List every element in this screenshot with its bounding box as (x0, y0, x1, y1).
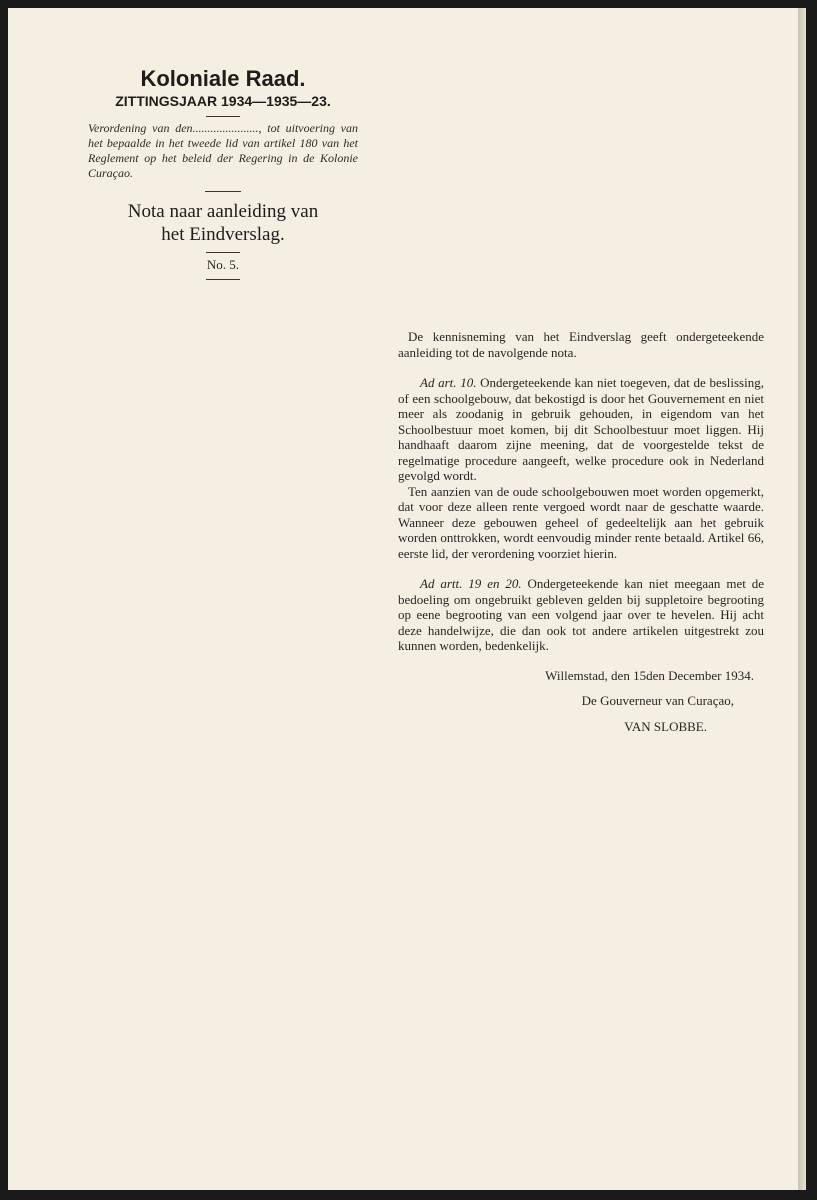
divider (206, 279, 240, 280)
body-text (398, 329, 764, 734)
divider (206, 252, 240, 253)
date-line: Willemstad, den 15den December 1934. (545, 667, 754, 683)
note-title-line-2: het Eindverslag. (161, 224, 285, 245)
article-10-text: Ondergeteekende kan niet toegeven, dat de beslissing, of een schoolgebouw, dat bekostigd is door het Gouvernement en niet meer als zoodanig in gebruik gehouden, in eigendom van het Schoolbestuur moet komen, bij dit Schoolbestuur moet liggen. Hij handhaaft daarom zijne meening, dat de voorgestelde tekst de regelmatige procedure aangeeft, welke procedure ook in Nederland gevolgd wordt. (398, 375, 764, 483)
article-10-paragraph (398, 375, 764, 484)
governor-title: De Gouverneur van Curaçao, (581, 693, 734, 708)
page-edge (798, 8, 806, 1190)
note-title-line-1: Nota naar aanleiding van (127, 201, 319, 222)
divider (205, 191, 241, 192)
header-column (88, 66, 358, 284)
ordinance-description: Verordening van den......................, tot uitvoering van het bepaalde in het tweede lid van artikel 180 van het Reglement op het beleid der Regering in de Kolonie Curaçao. (88, 121, 358, 180)
article-19-20-paragraph (398, 576, 764, 654)
session-year: ZITTINGSJAAR 1934—1935—23. (115, 93, 331, 109)
document-number: No. 5. (206, 257, 240, 272)
article-10-reference: Ad art. 10. (420, 375, 477, 390)
divider (206, 116, 240, 117)
article-19-20-text: Ondergeteekende kan niet meegaan met de bedoeling om ongebruikt gebleven gelden bij suppletoire begrooting op eene begrooting van een volgend jaar over te hevelen. Hij acht deze handelwijze, die dan ook tot andere artikelen uitgestrekt zou kunnen worden, bedenkelijk. (398, 576, 764, 653)
council-title: Koloniale Raad. (140, 66, 306, 91)
document-page (8, 8, 806, 1190)
article-10-followup: Ten aanzien van de oude schoolgebouwen moet worden opgemerkt, dat voor deze alleen rente vergoed wordt naar de geschatte waarde. Wanneer deze gebouwen geheel of gedeeltelijk aan het gebruik worden onttrokken, wordt eenvoudig minder rente betaald. Artikel 66, eerste lid, der verordening voorziet hierin. (398, 483, 764, 561)
signature: VAN SLOBBE. (624, 718, 707, 734)
intro-paragraph: De kennisneming van het Eindverslag geeft ondergeteekende aanleiding tot de navolgende nota. (398, 329, 764, 360)
article-19-20-reference: Ad artt. 19 en 20. (420, 576, 522, 591)
